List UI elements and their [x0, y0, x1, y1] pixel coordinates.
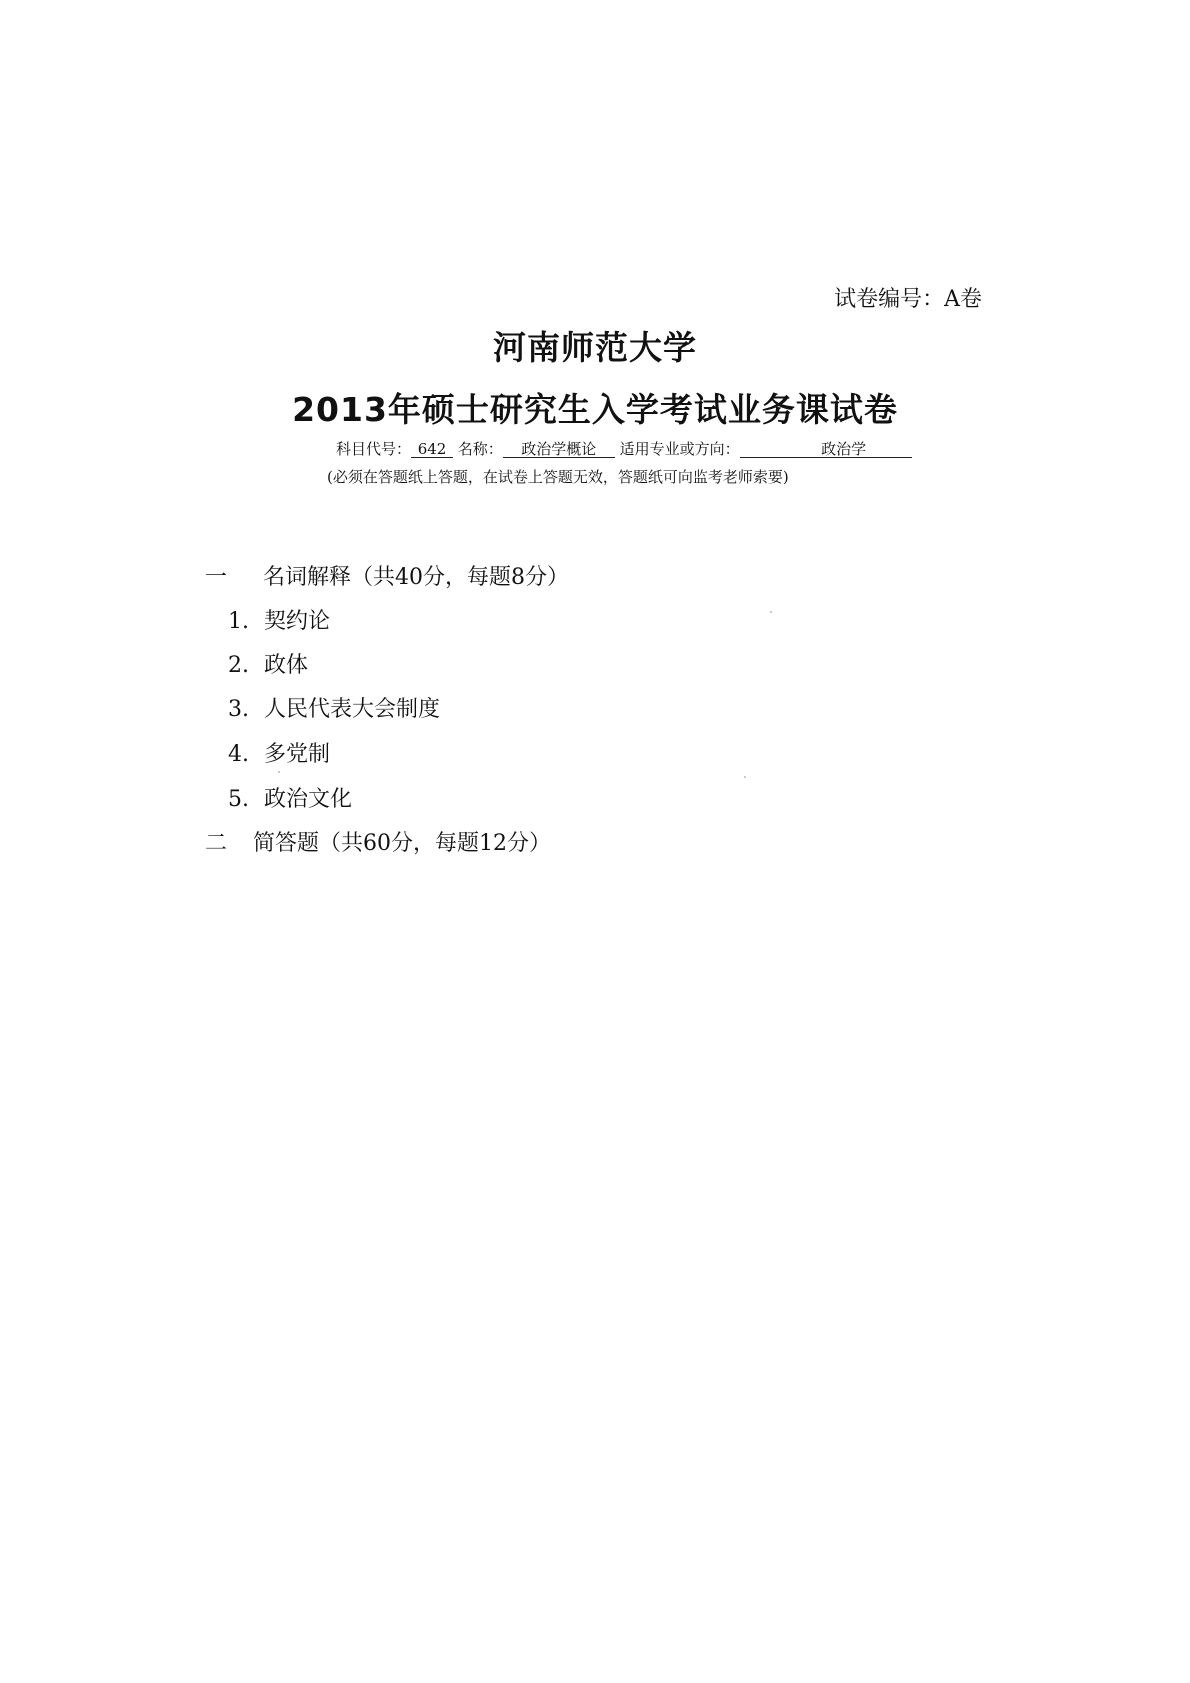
major-value: 政治学 [740, 441, 912, 458]
question-item [228, 692, 440, 723]
subject-name-label: 名称： [457, 440, 503, 458]
question-text: 契约论 [264, 609, 331, 634]
question-item [228, 737, 330, 768]
subject-code-label: 科目代号： [336, 440, 412, 458]
major-label: 适用专业或方向： [619, 440, 740, 458]
section-number: 二 [205, 831, 228, 856]
section-heading [205, 560, 569, 591]
scan-speck [278, 771, 280, 773]
question-item [228, 648, 308, 679]
section-title: 名词解释（共40分，每题8分） [263, 565, 569, 590]
question-text: 政治文化 [264, 787, 353, 812]
university-title: 河南师范大学 [493, 328, 697, 367]
subject-meta-line [336, 438, 912, 459]
section-number: 一 [205, 565, 228, 590]
question-index: 1. [228, 609, 249, 634]
question-text: 多党制 [264, 742, 331, 767]
section-heading [205, 826, 551, 857]
scan-speck [770, 611, 772, 613]
section-title: 简答题（共60分，每题12分） [253, 831, 551, 856]
subject-name-value: 政治学概论 [503, 441, 615, 458]
question-text: 政体 [264, 653, 309, 678]
question-item [228, 782, 352, 813]
scan-speck [744, 776, 746, 778]
question-index: 5. [228, 787, 249, 812]
question-item [228, 604, 330, 635]
question-text: 人民代表大会制度 [264, 697, 441, 722]
subject-code-value: 642 [411, 441, 453, 458]
paper-id: 试卷编号：A卷 [834, 287, 982, 312]
question-index: 3. [228, 697, 249, 722]
question-index: 2. [228, 653, 249, 678]
question-index: 4. [228, 742, 249, 767]
exam-title: 2013年硕士研究生入学考试业务课试卷 [292, 390, 898, 429]
answer-notice: (必须在答题纸上答题，在试卷上答题无效，答题纸可向监考老师索要) [327, 468, 789, 486]
